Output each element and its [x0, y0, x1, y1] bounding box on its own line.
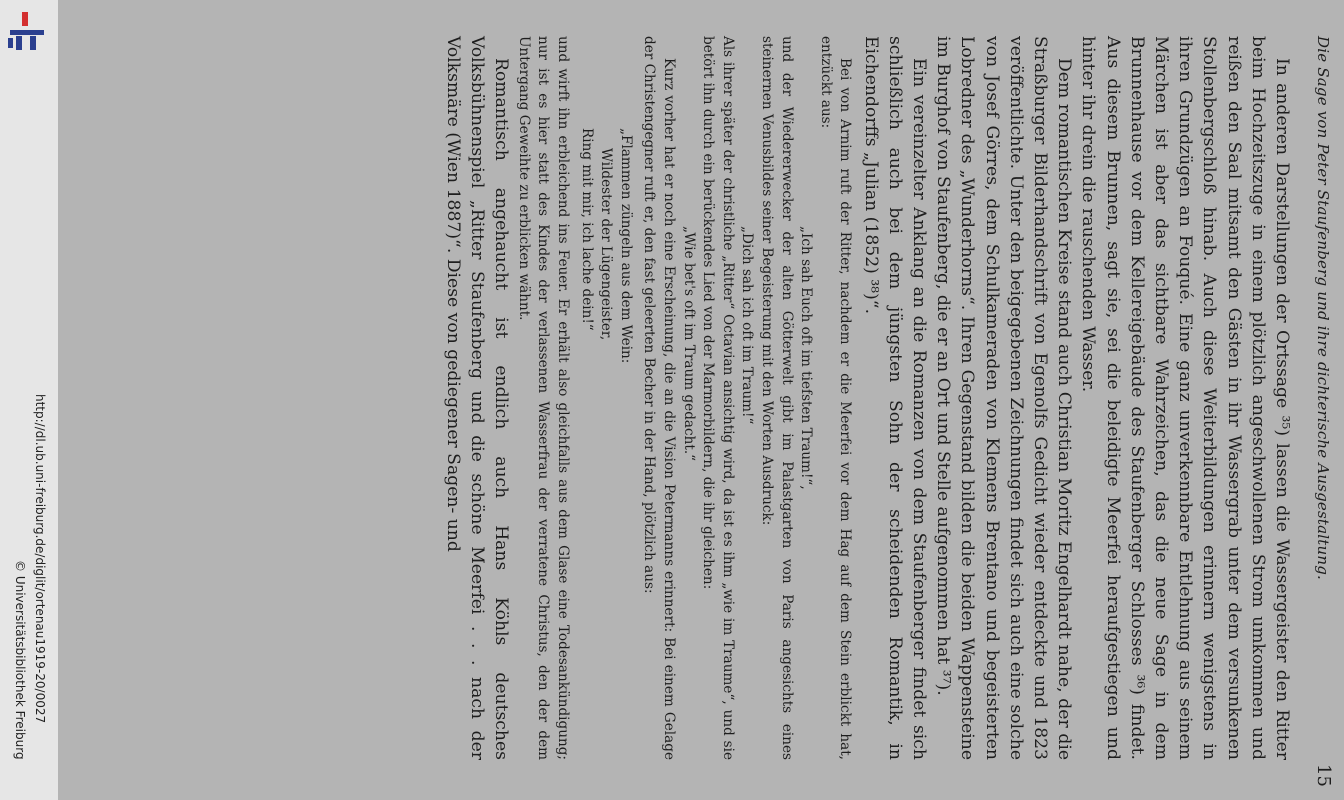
running-head: Die Sage von Peter Staufenberg und ihre dichterische Ausgestaltung. — [1314, 36, 1332, 580]
page-body — [441, 36, 1294, 760]
quotation: „Dich sah ich oft im Traum!“ — [739, 226, 756, 425]
paragraph: Ein vereinzelter Anklang an die Romanzen von dem Staufenberger findet sich schließlich auch bei dem jüngsten Sohn der scheidenden Romantik, in Eichendorffs „Julian (1852) ³⁸)“. — [860, 36, 929, 760]
small-paragraph: Als ihrer später der christliche „Ritter“ Octavian ansichtig wird, da ist es ihm „wie im Traume“, und sie betört ihn durch ein berückendes Lied von der Marmorbildern, die ihr gleichen: — [700, 36, 736, 760]
quotation: „Ich sah Euch oft im tiefsten Traum!“, — [798, 226, 815, 490]
scanned-page — [58, 0, 1344, 800]
verse-line: „Flammen züngeln aus dem Wein: — [617, 128, 634, 364]
small-paragraph: Bei von Arnim ruft der Ritter, nachdem er die Meerfei vor dem Hag auf dem Stein erblickt hat, entzückt aus: — [817, 36, 854, 760]
paragraph: In anderen Darstellungen der Ortssage ³⁵) lassen die Wassergeister den Ritter beim Hochzeitszuge in einem plötzlich angeschwollenen Strom umkommen und reißen den Saal mitsamt den Gästen in ihr Wassergrab unter dem versunkenen Stollenbergschloß hinab. Auch diese Weiterbildungen erinnern wenigstens in ihren Grundzügen an Fouqué. Eine ganz unverkennbare Entlehnung aus seinem Märchen ist aber das sichtbare Wahrzeichen, das die neue Sage in dem Brunnenhause vor dem Kellereigebäude des Staufenberger Schlosses ³⁶) findet. Aus diesem Brunnen, sagt sie, sei die beleidigte Meerfei heraufgestiegen und hinter ihr drein die rauschenden Wasser. — [1078, 36, 1292, 760]
quotation: „Wie bet's oft im Traum gedacht.“ — [680, 226, 697, 462]
small-paragraph: und der Wiedererwecker der alten Götterwelt gibt im Palastgarten von Paris angesichts eines steinernen Venusbildes seiner Begeisterung mit den Worten Ausdruck: — [758, 36, 795, 760]
paragraph: Romantisch angehaucht ist endlich auch Hans Köhls deutsches Volksbühnenspiel „Ritter Staufenberg und die schöne Meerfei . . . nach der Volksmäre (Wien 1887)“. Diese von gediegener Sagen- und — [442, 36, 512, 760]
permalink-url[interactable]: http://dl.ub.uni-freiburg.de/diglit/ortenau1919-20/0027 — [33, 394, 47, 724]
viewer-sidebar — [0, 0, 58, 800]
university-library-logo-icon — [6, 10, 48, 54]
page-number: 15 — [1313, 764, 1334, 787]
paragraph: Dem romantischen Kreise stand auch Christian Moritz Engelhardt nahe, der die Straßburger Bilderhandschrift von Egenolfs Gedicht wieder entdeckte und 1823 veröffentlichte. Unter den beigegebenen Zeichnungen findet sich auch eine solche von Josef Görres, dem Schulkameraden von Klemens Brentano und begeisterten Lobredner des „Wunderhorns“. Ihren Gegenstand bilden die beiden Wappensteine im Burghof von Staufenberg, die er an Ort und Stelle aufgenommen hat ³⁷). — [933, 36, 1075, 760]
verse-line: Ring mit mir, ich lache dein!“ — [578, 128, 595, 331]
page-content — [58, 0, 1344, 800]
small-paragraph: Kurz vorher hat er noch eine Erscheinung, die an die Vision Petermanns erinnert: Bei einem Gelage der Christengegner ruft er, den fast geleerten Becher in der Hand, plötzlich aus: — [641, 36, 677, 760]
verse-line: Wildester der Lügengeister, — [598, 148, 615, 341]
copyright-notice: © Universitätsbibliothek Freiburg — [13, 560, 27, 760]
small-paragraph: und wirft ihn erbleichend ins Feuer. Er erhält also gleichfalls aus dem Glase eine Todesankündigung; nur ist es hier statt des Kindes der verlassenen Wasserfrau der verratene Christus, den der dem Untergang Geweihte zu erblicken wähnt. — [515, 36, 572, 760]
